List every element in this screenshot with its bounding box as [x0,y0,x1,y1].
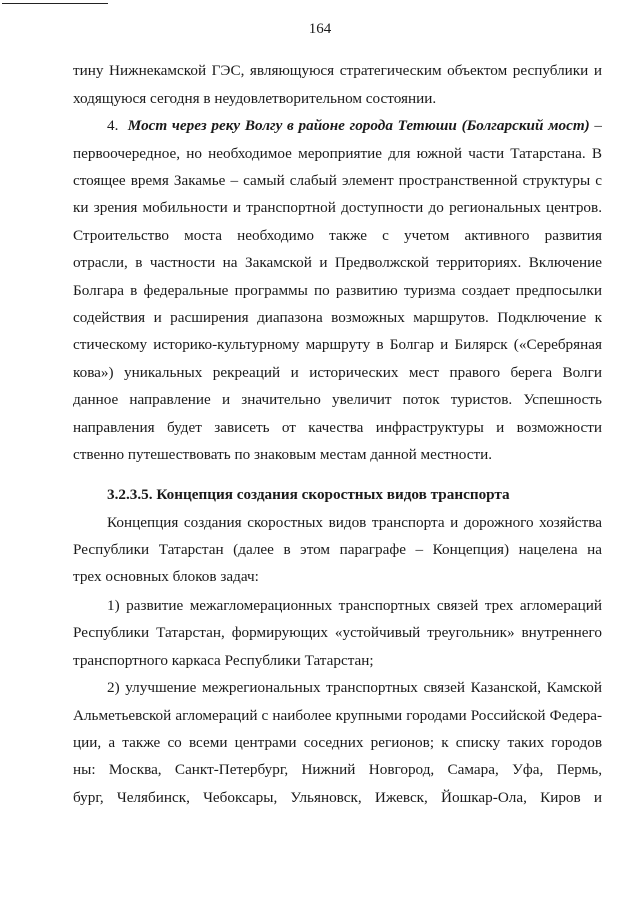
list-item-line: 2) улучшение межрегиональных транспортных связей Казанской, Камской [107,679,602,696]
paragraph-line: данное направление и значительно увеличит поток туристов. Успешность [73,391,602,408]
paragraph-line: Республики Татарстан (далее в этом параграфе – Концепция) нацелена на [73,541,602,558]
item-number: 4. [107,117,119,134]
list-item-line: Альметьевской агломераций с наиболее крупными городами Российской Федера- [73,707,602,724]
paragraph-line: трех основных блоков задач: [73,568,259,585]
section-heading: 3.2.3.5. Концепция создания скоростных видов транспорта [107,486,510,503]
paragraph-line: Болгара в федеральные программы по развитию туризма создает предпосылки [73,282,602,299]
item-title: Мост через реку Волгу в районе города Тетюши (Болгарский мост) [127,117,590,134]
paragraph-line: направления будет зависеть от качества инфраструктуры и возможности [73,419,602,436]
paragraph-line: первоочередное, но необходимое мероприятие для южной части Татарстана. В [73,145,602,162]
paragraph-line: тину Нижнекамской ГЭС, являющуюся стратегическим объектом республики и [73,62,602,79]
list-item-line: 1) развитие межагломерационных транспортных связей трех агломераций [107,597,602,614]
list-item-line: Республики Татарстан, формирующих «устойчивый треугольник» внутреннего [73,624,602,641]
page-number: 164 [308,21,332,37]
list-item-line: ции, а также со всеми центрами соседних регионов; к списку таких городов [73,734,602,751]
list-item-line: транспортного каркаса Республики Татарстан; [73,652,374,669]
header-rule [2,3,108,4]
paragraph-line: ки зрения мобильности и транспортной доступности до региональных центров. [73,199,602,216]
paragraph-line: ходящуюся сегодня в неудовлетворительном состоянии. [73,90,437,107]
paragraph-line: ственно путешествовать по знаковым местам данной местности. [73,446,493,463]
paragraph-line: содействия и расширения диапазона возможных маршрутов. Подключение к [73,309,602,326]
paragraph-line: отрасли, в частности на Закамской и Предволжской территориях. Включение [73,254,602,271]
paragraph-line: Концепция создания скоростных видов транспорта и дорожного хозяйства [107,514,602,531]
bridge-item-first-line [107,117,602,135]
paragraph-line: кова») уникальных рекреаций и исторических мест правого берега Волги [73,364,602,381]
item-title-tail: – [594,117,602,134]
list-item-line: ны: Москва, Санкт-Петербург, Нижний Новгород, Самара, Уфа, Пермь, [73,761,602,778]
paragraph-line: стоящее время Закамье – самый слабый элемент пространственной структуры с [73,172,602,189]
paragraph-line: Строительство моста необходимо также с учетом активного развития [73,227,602,244]
list-item-line: бург, Челябинск, Чебоксары, Ульяновск, Ижевск, Йошкар-Ола, Киров и [73,789,602,806]
paragraph-line: стическому историко-культурному маршруту в Болгар и Билярск («Серебряная [73,336,602,353]
